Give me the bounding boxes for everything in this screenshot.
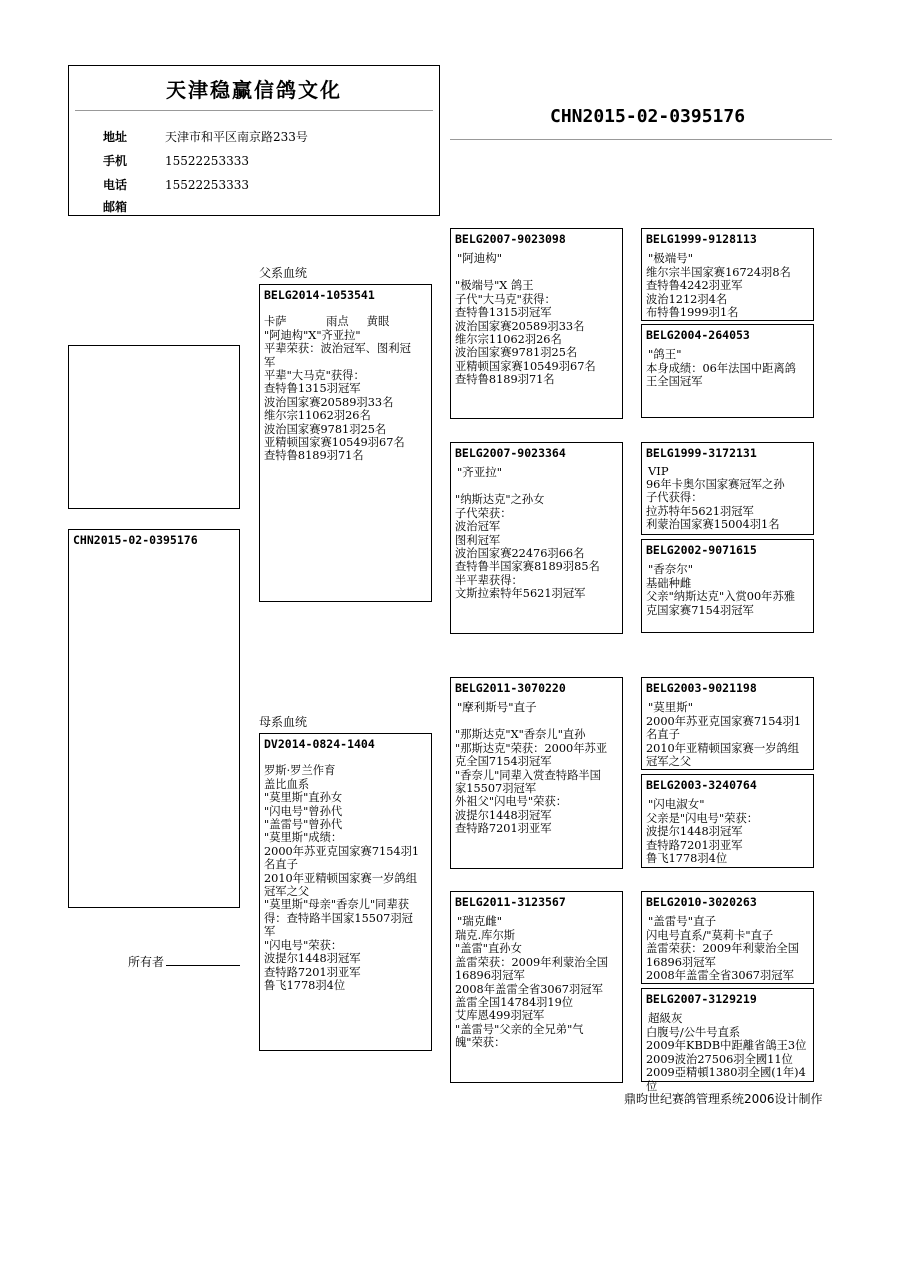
sds-name: VIP bbox=[648, 464, 669, 478]
address-value: 天津市和平区南京路233号 bbox=[165, 130, 308, 144]
dds-id: BELG2010-3020263 bbox=[646, 895, 757, 909]
dds-name: "盖雷号"直子 bbox=[648, 914, 717, 928]
dam-dam-name: "瑞克雌" bbox=[457, 914, 503, 928]
sire-sire-name: "阿迪构" bbox=[457, 251, 503, 265]
sire-dam-box bbox=[450, 442, 623, 634]
dam-id: DV2014-0824-1404 bbox=[264, 737, 375, 751]
sire-details: 卡萨 雨点 黄眼 "阿迪构"X"齐亚拉" 平辈荣获：波治冠军、图利冠 军 平辈"大马克"获得： 查特鲁1315羽冠军 波治国家赛20589羽33名 维尔宗11062羽26名 波治国家赛9781羽25名 亚精顿国家赛10549羽67名 查特鲁8189羽71名 bbox=[264, 315, 411, 463]
ssd-box bbox=[641, 324, 814, 418]
dam-dam-details: 瑞克.库尔斯 "盖雷"直孙女 盖雷荣获：2009年利蒙治全国 16896羽冠军 2008年盖雷全省3067羽冠军 盖雷全国14784羽19位 艾库恩499羽冠军 "盖雷号"父亲的全兄弟"气 魄"荣获： bbox=[455, 929, 609, 1050]
dsd-box bbox=[641, 774, 814, 868]
sire-id: BELG2014-1053541 bbox=[264, 288, 375, 302]
footer-credit: 鼎昀世纪赛鸽管理系统2006设计制作 bbox=[624, 1092, 823, 1106]
dam-sire-details: "那斯达克"X"香奈儿"直孙 "那斯达克"荣获：2000年苏亚 克全国7154羽冠军 "香奈儿"同辈入赏查特路半国 家15507羽冠军 外祖父"闪电号"荣获： 波提尔1448羽冠军 查特路7201羽亚军 bbox=[455, 728, 608, 836]
subject-id: CHN2015-02-0395176 bbox=[73, 533, 198, 547]
phone-value: 15522253333 bbox=[165, 178, 249, 192]
owner-line bbox=[128, 953, 240, 970]
sire-sire-id: BELG2007-9023098 bbox=[455, 232, 566, 246]
sire-dam-id: BELG2007-9023364 bbox=[455, 446, 566, 460]
email-label: 邮箱 bbox=[103, 200, 128, 214]
sdd-id: BELG2002-9071615 bbox=[646, 543, 757, 557]
sss-details: 维尔宗半国家赛16724羽8名 查特鲁4242羽亚军 波治1212羽4名 布特鲁1999羽1名 bbox=[646, 266, 791, 320]
address-label: 地址 bbox=[103, 130, 128, 144]
mobile-value: 15522253333 bbox=[165, 154, 249, 168]
mobile-row bbox=[103, 152, 249, 169]
dam-sire-name: "摩利斯号"直子 bbox=[457, 700, 537, 714]
dsd-details: 父亲是"闪电号"荣获： 波提尔1448羽冠军 查特路7201羽亚军 鲁飞1778羽4位 bbox=[646, 812, 759, 866]
owner-label: 所有者 bbox=[128, 955, 165, 969]
dds-box bbox=[641, 891, 814, 984]
phone-label: 电话 bbox=[103, 178, 128, 192]
phone-row bbox=[103, 176, 249, 193]
subject-box bbox=[68, 529, 240, 908]
dam-dam-id: BELG2011-3123567 bbox=[455, 895, 566, 909]
dss-box bbox=[641, 677, 814, 770]
ring-underline bbox=[450, 139, 832, 140]
dsd-name: "闪电淑女" bbox=[648, 797, 705, 811]
email-row bbox=[103, 198, 165, 215]
sss-name: "极端号" bbox=[648, 251, 694, 265]
sss-id: BELG1999-9128113 bbox=[646, 232, 757, 246]
sire-box bbox=[259, 284, 432, 602]
sire-dam-details: "纳斯达克"之孙女 子代荣获： 波治冠军 图利冠军 波治国家赛22476羽66名 查特鲁半国家赛8189羽85名 半平辈获得： 文斯拉索特年5621羽冠军 bbox=[455, 493, 600, 601]
sire-sire-details: "极端号"X 鸽王 子代"大马克"获得： 查特鲁1315羽冠军 波治国家赛20589羽33名 维尔宗11062羽26名 波治国家赛9781羽25名 亚精顿国家赛10549羽67名 查特鲁8189羽71名 bbox=[455, 279, 596, 387]
dss-name: "莫里斯" bbox=[648, 700, 694, 714]
sire-sire-box bbox=[450, 228, 623, 419]
ssd-id: BELG2004-264053 bbox=[646, 328, 750, 342]
dam-dam-box bbox=[450, 891, 623, 1083]
sdd-details: 基础种雌 父亲"纳斯达克"入赏00年苏雅 克国家赛7154羽冠军 bbox=[646, 577, 796, 617]
ddd-box bbox=[641, 988, 814, 1093]
dam-sire-box bbox=[450, 677, 623, 869]
ddd-id: BELG2007-3129219 bbox=[646, 992, 757, 1006]
dss-details: 2000年苏亚克国家赛7154羽1 名直子 2010年亚精顿国家赛一岁鸽组 冠军之父 bbox=[646, 715, 802, 769]
ddd-name: 超級灰 bbox=[648, 1011, 683, 1025]
sds-details: 96年卡奥尔国家赛冠军之孙 子代获得： 拉苏特年5621羽冠军 利蒙治国家赛15004羽1名 bbox=[646, 478, 785, 532]
sdd-box bbox=[641, 539, 814, 633]
dss-id: BELG2003-9021198 bbox=[646, 681, 757, 695]
dds-details: 闪电号直系/"莫莉卡"直子 盖雷荣获：2009年利蒙治全国 16896羽冠军 2008年盖雷全省3067羽冠军 bbox=[646, 929, 800, 983]
ring-number: CHN2015-02-0395176 bbox=[550, 106, 746, 127]
dam-lineage-label: 母系血统 bbox=[259, 715, 308, 729]
ssd-details: 本身成绩：06年法国中距离鸽 王全国冠军 bbox=[646, 362, 796, 389]
sds-id: BELG1999-3172131 bbox=[646, 446, 757, 460]
mobile-label: 手机 bbox=[103, 154, 128, 168]
dam-box bbox=[259, 733, 432, 1051]
sds-box bbox=[641, 442, 814, 535]
breeder-title: 天津稳赢信鸽文化 bbox=[166, 78, 342, 102]
breeder-info-box bbox=[68, 65, 440, 216]
sss-box bbox=[641, 228, 814, 321]
sdd-name: "香奈尔" bbox=[648, 562, 694, 576]
dam-sire-id: BELG2011-3070220 bbox=[455, 681, 566, 695]
header-divider bbox=[75, 110, 433, 111]
dam-details: 罗斯·罗兰作育 盖比血系 "莫里斯"直孙女 "闪电号"曾孙代 "盖雷号"曾孙代 "莫里斯"成绩： 2000年苏亚克国家赛7154羽1 名直子 2010年亚精顿国家赛一岁鸽组 冠军之父 "莫里斯"母亲"香奈儿"同辈获 得：查特路半国家15507羽冠 军 "闪电号"荣获： 波提尔1448羽冠军 查特路7201羽亚军 鲁飞1778羽4位 bbox=[264, 764, 420, 992]
sire-lineage-label: 父系血统 bbox=[259, 266, 308, 280]
photo-box bbox=[68, 345, 240, 509]
ddd-details: 白腹号/公牛号直系 2009年KBDB中距離省鴿王3位 2009波治27506羽全國11位 2009亞精頓1380羽全國(1年)4位 bbox=[646, 1026, 807, 1093]
ssd-name: "鸽王" bbox=[648, 347, 682, 361]
sire-dam-name: "齐亚拉" bbox=[457, 465, 503, 479]
address-row bbox=[103, 128, 308, 145]
dsd-id: BELG2003-3240764 bbox=[646, 778, 757, 792]
